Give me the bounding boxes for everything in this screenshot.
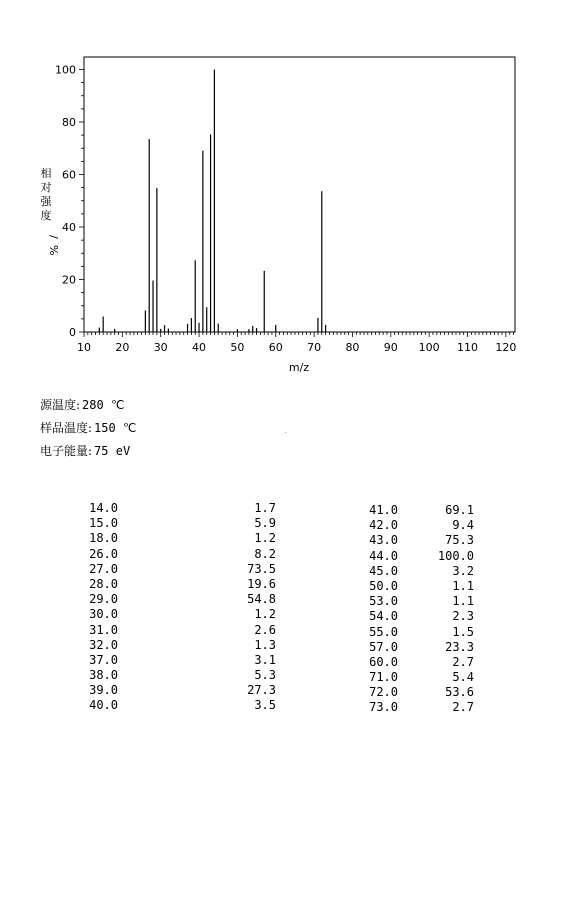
peak-row: [360, 579, 510, 594]
peak-mz: 32.0: [89, 637, 118, 652]
x-tick-label: 110: [457, 341, 478, 354]
peak-row: [360, 549, 510, 564]
peak-row: [360, 503, 510, 518]
y-tick-label: 100: [55, 63, 76, 77]
peak-mz: 57.0: [369, 639, 398, 654]
peak-row: [360, 533, 510, 548]
peak-row: [80, 561, 276, 577]
peak-abundance: 23.3: [445, 639, 474, 654]
peak-abundance: 73.5: [247, 561, 276, 576]
peak-row: [360, 685, 510, 700]
peak-mz: 37.0: [89, 652, 118, 667]
peak-row: [80, 698, 276, 713]
y-axis-label-char: /: [47, 235, 60, 239]
x-axis-label: m/z: [288, 361, 310, 374]
electron-energy-label: 电子能量:: [40, 444, 93, 458]
peak-row: [80, 576, 276, 592]
peak-mz: 71.0: [369, 670, 398, 685]
peak-abundance: 1.1: [452, 594, 474, 609]
x-tick-label: 40: [192, 341, 207, 354]
mass-spectrum-chart: [0, 0, 570, 380]
peak-mz: 28.0: [89, 576, 118, 591]
y-axis-label-char: 强: [40, 195, 52, 208]
peak-abundance: 9.4: [452, 518, 474, 533]
y-tick-label: 60: [62, 168, 76, 182]
peak-row: [80, 501, 276, 516]
peak-abundance: 5.4: [452, 670, 474, 685]
x-tick-label: 20: [115, 341, 130, 354]
peak-abundance: 1.1: [452, 578, 474, 593]
peak-abundance: 5.3: [254, 668, 276, 683]
sample-temperature: [40, 419, 136, 436]
peak-row: [80, 546, 276, 562]
y-axis-label-char: 度: [40, 209, 52, 222]
peak-row: [80, 516, 276, 531]
peak-row: [80, 652, 276, 668]
x-tick-label: 60: [268, 341, 283, 354]
peak-mz: 60.0: [369, 654, 398, 669]
spectrum-peaks: [99, 70, 325, 333]
peak-abundance: 69.1: [445, 503, 474, 517]
peak-abundance: 2.3: [452, 609, 474, 624]
peak-abundance: 100.0: [437, 548, 474, 563]
peak-mz: 38.0: [89, 668, 118, 683]
electron-energy: [40, 442, 130, 459]
peak-mz: 53.0: [369, 594, 398, 609]
x-tick-label: 50: [230, 341, 245, 354]
peak-table-right: [360, 503, 510, 716]
peak-row: [360, 625, 510, 640]
peak-abundance: 3.1: [254, 652, 276, 667]
peak-abundance: 3.2: [452, 563, 474, 578]
peak-abundance: 53.6: [445, 685, 474, 700]
peak-mz: 44.0: [369, 548, 398, 563]
peak-abundance: 1.3: [254, 637, 276, 652]
peak-row: [360, 594, 510, 609]
peak-mz: 42.0: [369, 518, 398, 533]
peak-row: [360, 655, 510, 670]
peak-mz: 27.0: [89, 561, 118, 576]
peak-mz: 30.0: [89, 607, 118, 622]
peak-mz: 73.0: [369, 700, 398, 715]
y-axis-label-char: %: [47, 245, 60, 256]
electron-energy-value: 75 eV: [94, 444, 131, 458]
peak-row: [80, 637, 276, 653]
y-tick-label: 0: [69, 326, 76, 339]
source-temperature-value: 280 ℃: [82, 398, 125, 412]
y-axis-label-char: 相: [40, 167, 52, 180]
peak-mz: 72.0: [369, 685, 398, 700]
peak-row: [80, 607, 276, 622]
peak-row: [80, 683, 276, 698]
peak-row: [360, 518, 510, 533]
peak-abundance: 19.6: [247, 576, 276, 591]
y-axis-label-char: 对: [40, 181, 52, 194]
x-axis-ticks: [77, 332, 516, 354]
x-tick-label: 30: [153, 341, 168, 354]
peak-abundance: 2.6: [254, 622, 276, 637]
source-temperature: [40, 396, 124, 413]
peak-mz: 29.0: [89, 592, 118, 607]
y-tick-label: 80: [62, 116, 76, 129]
peak-abundance: 54.8: [247, 592, 276, 607]
x-tick-label: 10: [77, 341, 91, 354]
y-tick-label: 20: [62, 273, 76, 287]
peak-mz: 40.0: [89, 698, 118, 713]
peak-row: [80, 592, 276, 607]
peak-abundance: 2.7: [452, 654, 474, 669]
peak-mz: 55.0: [369, 624, 398, 639]
y-tick-label: 40: [62, 221, 76, 234]
peak-row: [360, 609, 510, 624]
peak-abundance: 27.3: [247, 683, 276, 698]
peak-mz: 54.0: [369, 609, 398, 624]
x-tick-label: 70: [307, 341, 322, 354]
peak-abundance: 8.2: [254, 546, 276, 561]
y-axis-label: [41, 166, 61, 255]
peak-row: [360, 640, 510, 655]
peak-row: [80, 668, 276, 683]
peak-table-left: [80, 501, 276, 714]
peak-mz: 43.0: [369, 533, 398, 548]
x-tick-label: 80: [345, 341, 360, 354]
peak-row: [360, 564, 510, 579]
peak-mz: 39.0: [89, 683, 118, 698]
stray-dot: [285, 432, 286, 433]
peak-mz: 15.0: [89, 516, 118, 531]
peak-row: [80, 531, 276, 546]
peak-row: [360, 700, 510, 715]
peak-mz: 50.0: [369, 578, 398, 593]
peak-abundance: 1.5: [452, 624, 474, 639]
peak-mz: 18.0: [89, 531, 118, 546]
y-axis-ticks: [55, 64, 84, 340]
peak-abundance: 2.7: [452, 700, 474, 715]
peak-mz: 26.0: [89, 546, 118, 561]
peak-mz: 45.0: [369, 563, 398, 578]
peak-abundance: 1.2: [254, 531, 276, 546]
peak-abundance: 75.3: [445, 533, 474, 548]
peak-abundance: 1.2: [254, 607, 276, 622]
peak-row: [360, 670, 510, 685]
sample-temperature-label: 样品温度:: [40, 421, 93, 435]
peak-abundance: 3.5: [254, 698, 276, 713]
peak-row: [80, 622, 276, 638]
x-tick-label: 120: [495, 341, 517, 354]
x-tick-label: 100: [418, 341, 440, 354]
x-tick-label: 90: [383, 341, 398, 354]
sample-temperature-value: 150 ℃: [94, 421, 137, 435]
peak-abundance: 1.7: [254, 501, 276, 515]
peak-mz: 31.0: [89, 622, 118, 637]
peak-mz: 41.0: [369, 503, 398, 517]
source-temperature-label: 源温度:: [40, 398, 81, 412]
peak-mz: 14.0: [89, 501, 118, 515]
peak-abundance: 5.9: [254, 516, 276, 531]
